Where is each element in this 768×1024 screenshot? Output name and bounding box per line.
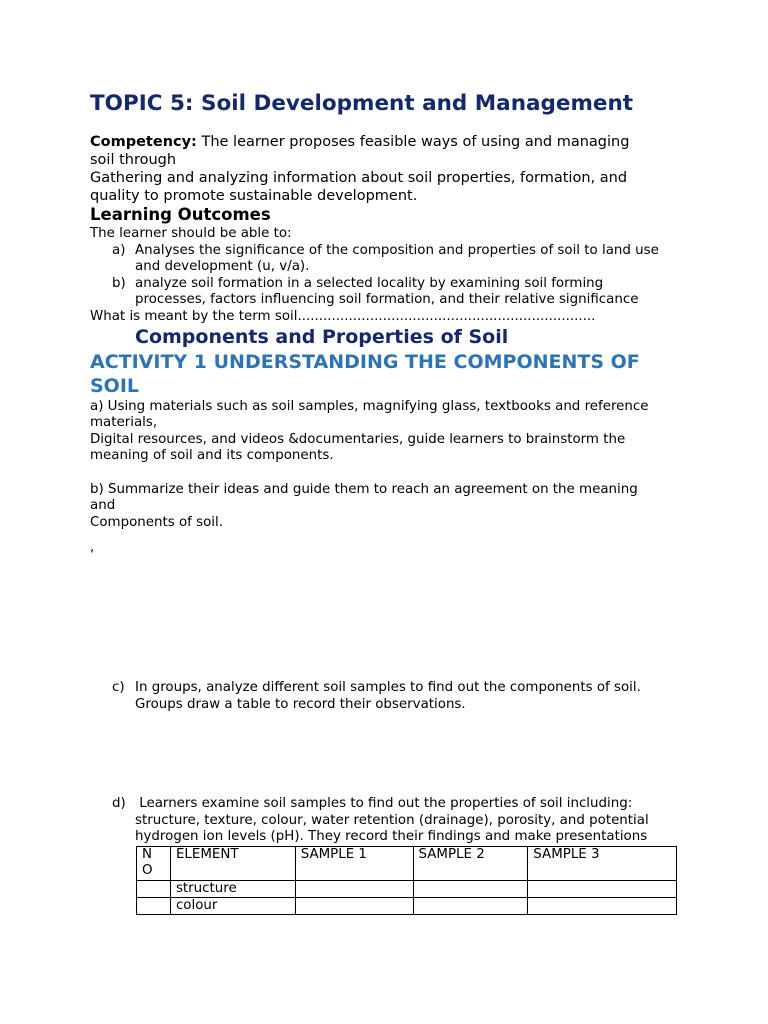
activity-b-line: b) Summarize their ideas and guide them to reach an agreement on the meaning xyxy=(90,482,638,497)
table-cell xyxy=(295,881,413,898)
activity-b-line: and xyxy=(90,498,116,513)
table-cell: colour xyxy=(170,898,295,915)
page-title: TOPIC 5: Soil Development and Management xyxy=(90,91,634,116)
table-header-cell: ELEMENT xyxy=(170,847,295,881)
soil-question: What is meant by the term soil...................................................................... xyxy=(90,309,596,324)
activity-heading xyxy=(90,350,640,398)
outcome-label: a) xyxy=(112,243,126,258)
competency-text-1: The learner proposes feasible ways of using and managing xyxy=(196,134,630,150)
activity-a-line: Digital resources, and videos &documentaries, guide learners to brainstorm the xyxy=(90,432,626,447)
competency-label: Competency: xyxy=(90,134,197,150)
table-cell xyxy=(413,881,528,898)
activity-a-line: a) Using materials such as soil samples, magnifying glass, textbooks and reference xyxy=(90,399,649,414)
activity-heading-line-1: ACTIVITY 1 UNDERSTANDING THE COMPONENTS OF xyxy=(90,351,640,373)
activity-a-line: meaning of soil and its components. xyxy=(90,448,334,463)
outcome-text: processes, factors influencing soil formation, and their relative significance xyxy=(135,292,639,307)
activity-c-text: In groups, analyze different soil samples to find out the components of soil. xyxy=(135,680,641,695)
table-header-cell: SAMPLE 3 xyxy=(528,847,677,881)
activity-heading-line-2: SOIL xyxy=(90,375,140,397)
activity-a-line: materials, xyxy=(90,415,158,430)
learning-outcomes-heading: Learning Outcomes xyxy=(90,205,271,224)
outcome-text: Analyses the significance of the composition and properties of soil to land use xyxy=(135,243,659,258)
competency-line-3: Gathering and analyzing information about soil properties, formation, and xyxy=(90,170,628,186)
competency-line-2: soil through xyxy=(90,152,177,168)
stray-mark: , xyxy=(90,540,95,555)
table-cell xyxy=(137,898,171,915)
competency-line-1 xyxy=(90,133,629,151)
table-cell xyxy=(137,881,171,898)
activity-d-text: Learners examine soil samples to find out the properties of soil including: xyxy=(135,796,633,811)
table-header-row xyxy=(137,847,677,881)
table-cell xyxy=(413,898,528,915)
table-cell: structure xyxy=(170,881,295,898)
outcome-label: b) xyxy=(112,276,126,291)
table-cell xyxy=(528,898,677,915)
activity-c-text: Groups draw a table to record their observations. xyxy=(135,697,466,712)
competency-line-4: quality to promote sustainable development. xyxy=(90,188,418,204)
observation-table xyxy=(136,846,677,915)
activity-d-text: hydrogen ion levels (pH). They record their findings and make presentations xyxy=(135,829,648,844)
table-row xyxy=(137,898,677,915)
activity-d-label: d) xyxy=(112,796,126,811)
activity-c-label: c) xyxy=(112,680,125,695)
outcome-text: and development (u, v/a). xyxy=(135,259,310,274)
section-heading: Components and Properties of Soil xyxy=(135,326,509,348)
activity-b-line: Components of soil. xyxy=(90,515,224,530)
table-cell xyxy=(528,881,677,898)
table-row xyxy=(137,881,677,898)
table-header-cell: N O xyxy=(137,847,171,881)
learning-outcomes-intro: The learner should be able to: xyxy=(90,226,292,241)
activity-d-text: structure, texture, colour, water retention (drainage), porosity, and potential xyxy=(135,813,649,828)
table-header-cell: SAMPLE 1 xyxy=(295,847,413,881)
outcome-text: analyze soil formation in a selected locality by examining soil forming xyxy=(135,276,604,291)
table-cell xyxy=(295,898,413,915)
table-header-cell: SAMPLE 2 xyxy=(413,847,528,881)
